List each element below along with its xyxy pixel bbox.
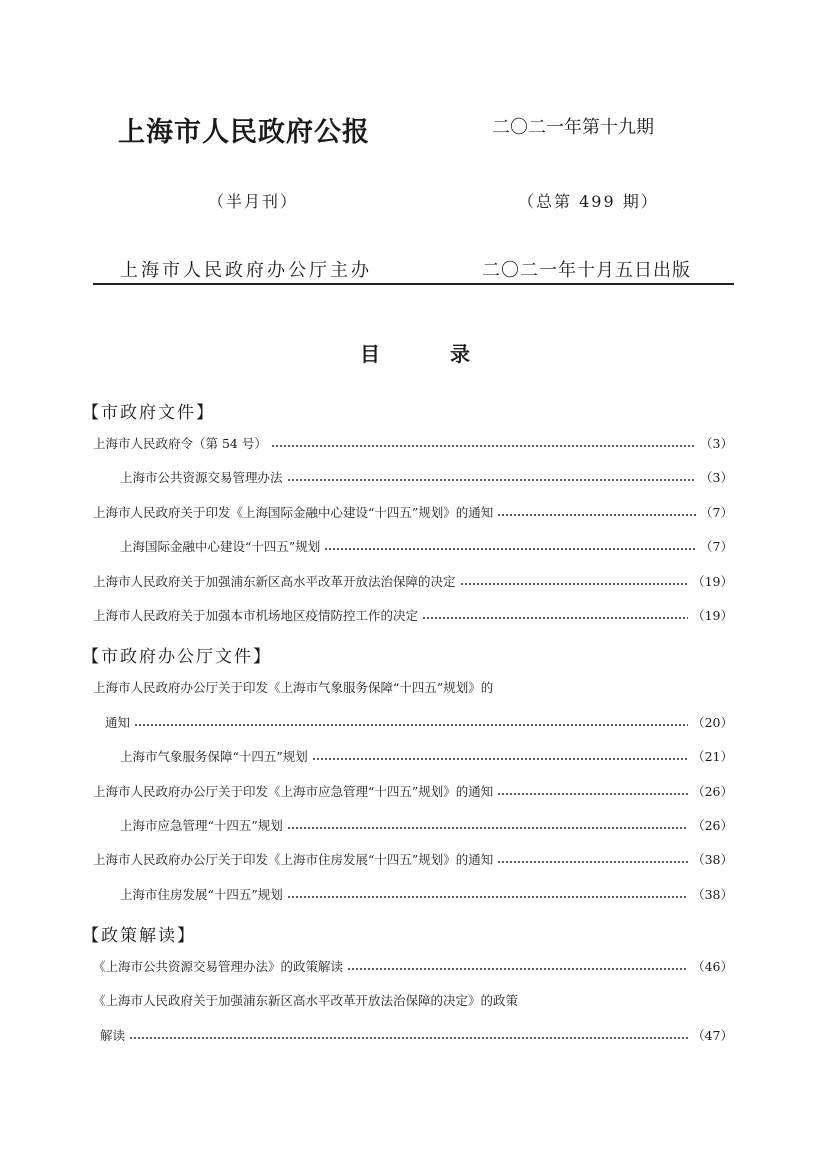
toc-entry[interactable] [0, 607, 827, 641]
dot-leader [129, 1027, 688, 1041]
dot-leader [287, 469, 697, 483]
toc-entry-title: 上海市人民政府办公厅关于印发《上海市气象服务保障“十四五”规划》的 [93, 680, 494, 696]
toc-entry-page: （26） [692, 817, 733, 833]
toc-entry-title: 上海市应急管理“十四五”规划 [120, 817, 283, 833]
toc-entry-page: （47） [692, 1027, 733, 1043]
toc-entry-title: 上海市人民政府关于印发《上海国际金融中心建设“十四五”规划》的通知 [93, 504, 494, 520]
toc-entry-page: （38） [692, 852, 733, 868]
toc-heading-char-1: 目 [360, 342, 380, 366]
section-heading: 【政策解读】 [82, 926, 196, 947]
dot-leader [287, 886, 688, 900]
toc-entry[interactable] [0, 714, 827, 748]
toc-entry-page: （46） [692, 959, 733, 975]
publication-frequency: （半月刊） [208, 192, 299, 211]
section-heading: 【市政府文件】 [82, 403, 215, 423]
dot-leader [497, 851, 688, 865]
toc-entry-title: 解读 [100, 1027, 126, 1043]
section-heading: 【市政府办公厅文件】 [82, 647, 272, 668]
host-organization: 上海市人民政府办公厅主办 [120, 260, 372, 281]
toc-entry[interactable] [0, 679, 827, 713]
header-divider [93, 283, 734, 285]
dot-leader [271, 435, 696, 449]
toc-entry[interactable] [0, 851, 827, 885]
toc-entry-title: 上海市人民政府办公厅关于印发《上海市住房发展“十四五”规划》的通知 [93, 852, 494, 868]
publish-date: 二〇二一年十月五日出版 [482, 260, 691, 281]
toc-entry-title: 上海市人民政府令（第 54 号） [93, 436, 267, 451]
toc-entry-title: 《上海市人民政府关于加强浦东新区高水平改革开放法治保障的决定》的政策 [93, 993, 519, 1009]
dot-leader [134, 714, 688, 728]
toc-entry[interactable] [0, 573, 827, 607]
toc-entry-title: 上海市人民政府关于加强本市机场地区疫情防控工作的决定 [93, 607, 419, 623]
toc-entry-title: 上海市气象服务保障“十四五”规划 [120, 749, 308, 765]
gazette-title: 上海市人民政府公报 [118, 117, 370, 148]
dot-leader [324, 538, 696, 552]
toc-entry-page: （3） [700, 436, 733, 451]
toc-entry-title: 上海市人民政府办公厅关于印发《上海市应急管理“十四五”规划》的通知 [93, 783, 494, 799]
toc-entry-title: 上海国际金融中心建设“十四五”规划 [120, 539, 321, 555]
toc-entry-page: （38） [692, 886, 733, 902]
dot-leader [347, 958, 688, 972]
toc-entry-title: 《上海市公共资源交易管理办法》的政策解读 [93, 959, 344, 975]
toc-entry[interactable] [0, 435, 827, 469]
toc-entry[interactable] [0, 469, 827, 503]
toc-entry-page: （26） [692, 783, 733, 799]
toc-entry-page: （7） [700, 539, 733, 555]
toc-entry[interactable] [0, 504, 827, 538]
dot-leader [422, 607, 688, 621]
table-of-contents [0, 397, 827, 1061]
toc-entry-page: （7） [700, 504, 733, 520]
toc-entry-title: 上海市公共资源交易管理办法 [120, 470, 283, 486]
toc-entry[interactable] [0, 538, 827, 572]
dot-leader [312, 748, 688, 762]
dot-leader [497, 783, 688, 797]
issue-number: 二〇二一年第十九期 [492, 117, 654, 138]
toc-entry[interactable] [0, 1027, 827, 1061]
toc-entry-title: 通知 [105, 714, 131, 730]
toc-entry[interactable] [0, 783, 827, 817]
toc-entry-page: （3） [700, 470, 733, 486]
toc-entry-title: 上海市人民政府关于加强浦东新区高水平改革开放法治保障的决定 [93, 573, 456, 589]
dot-leader [460, 573, 689, 587]
toc-entry[interactable] [0, 992, 827, 1026]
toc-entry-page: （20） [692, 714, 733, 730]
toc-entry[interactable] [0, 817, 827, 851]
toc-entry-title: 上海市住房发展“十四五”规划 [120, 886, 283, 902]
dot-leader [287, 817, 688, 831]
toc-entry-page: （21） [692, 749, 733, 765]
dot-leader [497, 504, 696, 518]
toc-entry-page: （19） [692, 607, 733, 623]
toc-heading-char-2: 录 [450, 342, 470, 366]
toc-entry[interactable] [0, 886, 827, 920]
toc-entry-page: （19） [692, 573, 733, 589]
toc-entry[interactable] [0, 958, 827, 992]
toc-entry[interactable] [0, 748, 827, 782]
total-issue-number: （总第 499 期） [518, 192, 659, 211]
